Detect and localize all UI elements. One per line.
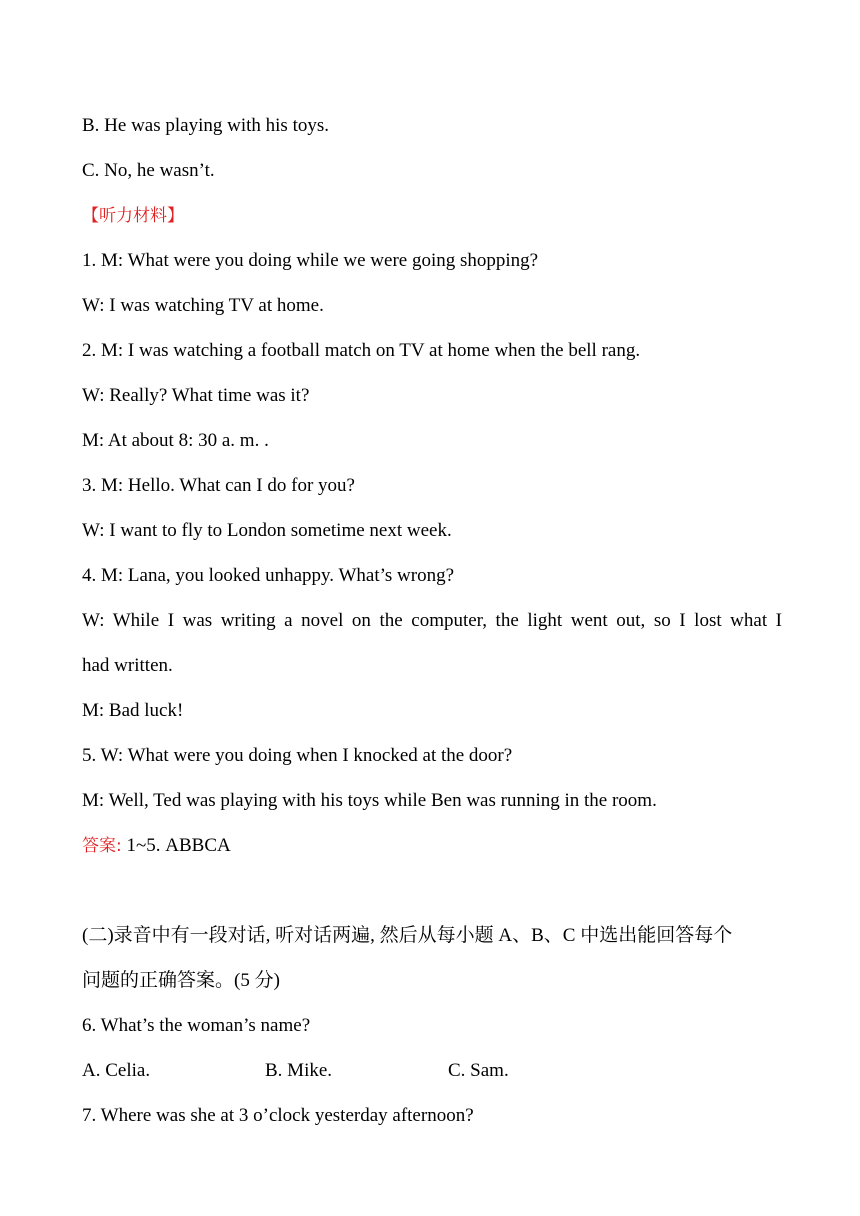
- section-heading: 【听力材料】: [82, 206, 184, 226]
- dialogue-line-5-w: 5. W: What were you doing when I knocked at the door?: [82, 745, 513, 766]
- question-6-option-b: B. Mike.: [265, 1060, 333, 1081]
- dialogue-line-2-w: W: Really? What time was it?: [82, 385, 310, 406]
- question-6-option-c: C. Sam.: [448, 1060, 509, 1081]
- part-two-instruction-line-1: (二)录音中有一段对话, 听对话两遍, 然后从每小题 A、B、C 中选出能回答每个: [82, 925, 733, 946]
- answer-label: 答案:: [82, 836, 122, 856]
- dialogue-line-5-m: M: Well, Ted was playing with his toys while Ben was running in the room.: [82, 790, 657, 811]
- dialogue-line-3-m: 3. M: Hello. What can I do for you?: [82, 475, 355, 496]
- dialogue-line-2-m2: M: At about 8: 30 a. m. .: [82, 430, 269, 451]
- dialogue-line-4-w-part1: W: While I was writing a novel on the computer, the light went out, so I lost what I: [82, 610, 782, 631]
- question-6: 6. What’s the woman’s name?: [82, 1015, 311, 1036]
- answer-value: 1~5. ABBCA: [121, 835, 231, 856]
- dialogue-line-4-m2: M: Bad luck!: [82, 700, 184, 721]
- dialogue-line-2-m: 2. M: I was watching a football match on TV at home when the bell rang.: [82, 340, 641, 361]
- question-6-option-a: A. Celia.: [82, 1060, 151, 1081]
- dialogue-line-4-m: 4. M: Lana, you looked unhappy. What’s wrong?: [82, 565, 455, 586]
- option-c-text: C. No, he wasn’t.: [82, 160, 215, 181]
- answer-line: [82, 834, 782, 858]
- dialogue-line-1-m: 1. M: What were you doing while we were going shopping?: [82, 250, 539, 271]
- option-b-text: B. He was playing with his toys.: [82, 115, 329, 136]
- dialogue-line-3-w: W: I want to fly to London sometime next week.: [82, 520, 452, 541]
- part-two-instruction-line-2: 问题的正确答案。(5 分): [82, 970, 280, 991]
- dialogue-line-4-w-part2: had written.: [82, 655, 173, 676]
- question-7: 7. Where was she at 3 o’clock yesterday afternoon?: [82, 1105, 474, 1126]
- dialogue-line-1-w: W: I was watching TV at home.: [82, 295, 324, 316]
